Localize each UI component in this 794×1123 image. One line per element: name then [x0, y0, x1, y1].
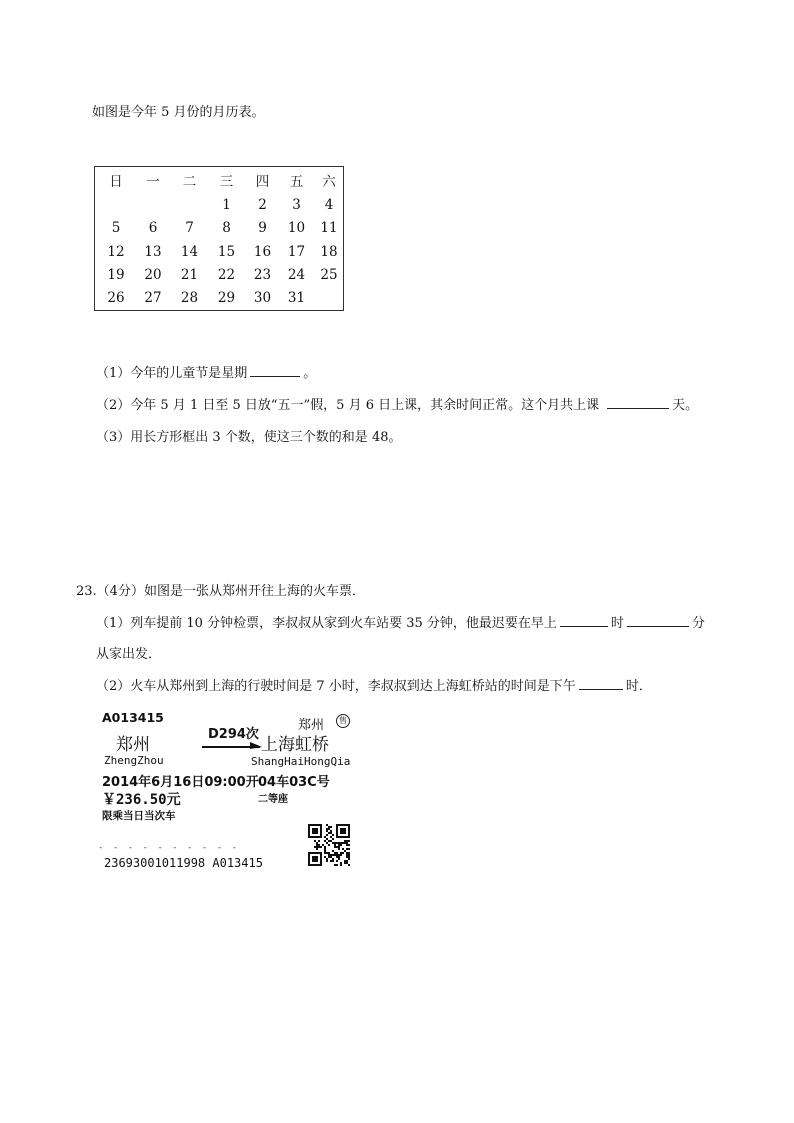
calendar-day: 23 — [253, 266, 272, 283]
ticket-stamp-icon: 售 — [336, 714, 350, 728]
ticket-price: ￥236.50元 — [102, 792, 181, 808]
ticket-serial: 23693001011998 A013415 — [104, 856, 263, 870]
route-arrow-icon — [202, 740, 264, 752]
hour-label: 时 — [610, 616, 624, 631]
calendar-day: 11 — [320, 220, 338, 237]
calendar-day: 12 — [107, 243, 125, 260]
ticket-seat: 04车03C号 — [258, 775, 330, 790]
ticket-from-pinyin: ZhengZhou — [104, 754, 164, 767]
calendar-day: 2 — [258, 197, 267, 214]
calendar-day: 24 — [287, 266, 306, 283]
problem-23-title: 23.（4分）如图是一张从郑州开往上海的火车票． — [76, 584, 365, 599]
answer-blank — [579, 677, 623, 690]
calendar-day: 18 — [320, 243, 338, 260]
ticket-note: 限乘当日当次车 — [102, 810, 176, 822]
answer-blank — [250, 364, 300, 377]
ticket-class: 二等座 — [258, 794, 288, 805]
qr-code-icon — [308, 824, 350, 866]
calendar-day — [97, 194, 135, 217]
answer-blank — [627, 614, 689, 627]
calendar-day: 3 — [292, 197, 301, 214]
problem-23-part-1-cont: 从家出发． — [96, 647, 162, 662]
calendar-day: 6 — [148, 220, 158, 237]
calendar-day: 22 — [217, 266, 236, 283]
problem-23-part-1 — [96, 612, 705, 631]
problem-23-part-2 — [96, 675, 652, 694]
calendar-grid — [95, 171, 345, 310]
calendar-day: 29 — [217, 289, 236, 306]
ticket-from-station: 郑州 — [116, 735, 150, 755]
calendar-day: 5 — [111, 220, 121, 237]
weekday-header: 二 — [182, 174, 197, 190]
ticket-id: A013415 — [102, 710, 164, 725]
part-2-end: 时． — [625, 679, 652, 694]
calendar-day: 16 — [253, 243, 272, 260]
weekday-header: 日 — [109, 174, 123, 190]
calendar-day: 30 — [253, 289, 272, 306]
ticket-dotted-line: - - - - - - - - - - — [98, 843, 239, 853]
question-2 — [96, 394, 698, 413]
question-3: （3）用长方形框出 3 个数，使这三个数的和是 48。 — [96, 430, 402, 445]
answer-blank — [560, 614, 608, 627]
weekday-header: 四 — [255, 174, 270, 190]
part-2-text: （2）火车从郑州到上海的行驶时间是 7 小时，李叔叔到达上海虹桥站的时间是下午 — [96, 679, 576, 694]
calendar-day: 8 — [222, 220, 231, 237]
calendar-day: 14 — [180, 243, 199, 260]
calendar-day — [171, 194, 208, 217]
ticket-to-station: 上海虹桥 — [261, 735, 329, 755]
calendar-day: 13 — [144, 243, 162, 260]
ticket-issue-city: 郑州 — [298, 718, 325, 733]
intro-text: 如图是今年 5 月份的月历表。 — [92, 105, 265, 120]
calendar-day: 28 — [180, 289, 199, 306]
calendar-day: 10 — [287, 220, 306, 237]
calendar-day: 1 — [222, 197, 231, 214]
minute-label: 分 — [691, 616, 705, 631]
weekday-header: 五 — [289, 174, 304, 190]
answer-blank — [607, 396, 669, 409]
part-1-text: （1）列车提前 10 分钟检票，李叔叔从家到火车站要 35 分钟，他最迟要在早上 — [96, 616, 557, 631]
question-2-end: 天。 — [672, 398, 699, 413]
calendar-day: 26 — [107, 289, 125, 306]
calendar-day: 17 — [287, 243, 306, 260]
ticket-departure: 2014年6月16日09:00开 — [102, 775, 259, 790]
ticket-to-pinyin: ShangHaiHongQia — [251, 755, 351, 768]
calendar-day: 21 — [180, 266, 199, 283]
question-1-end: 。 — [303, 366, 317, 381]
calendar-day: 31 — [287, 289, 306, 306]
calendar-day: 15 — [217, 243, 236, 260]
calendar-day — [135, 194, 171, 217]
calendar-day: 7 — [185, 220, 194, 237]
question-1 — [96, 362, 316, 381]
calendar-day — [313, 287, 345, 310]
question-2-text: （2）今年 5 月 1 日至 5 日放“五一”假，5 月 6 日上课，其余时间正常。这个月共上课 — [96, 398, 600, 413]
ticket-train-number: D294次 — [208, 727, 259, 742]
question-1-text: （1）今年的儿童节是星期 — [96, 366, 248, 381]
weekday-header: 六 — [322, 174, 336, 190]
calendar-day: 20 — [144, 266, 162, 283]
calendar-day: 19 — [107, 266, 125, 283]
calendar-day: 25 — [320, 266, 338, 283]
calendar-day: 9 — [258, 220, 267, 237]
train-ticket — [96, 706, 366, 876]
calendar-day: 27 — [144, 289, 162, 306]
calendar-table — [94, 166, 344, 311]
weekday-header: 一 — [146, 174, 160, 190]
weekday-header: 三 — [219, 174, 234, 190]
calendar-day: 4 — [324, 197, 334, 214]
